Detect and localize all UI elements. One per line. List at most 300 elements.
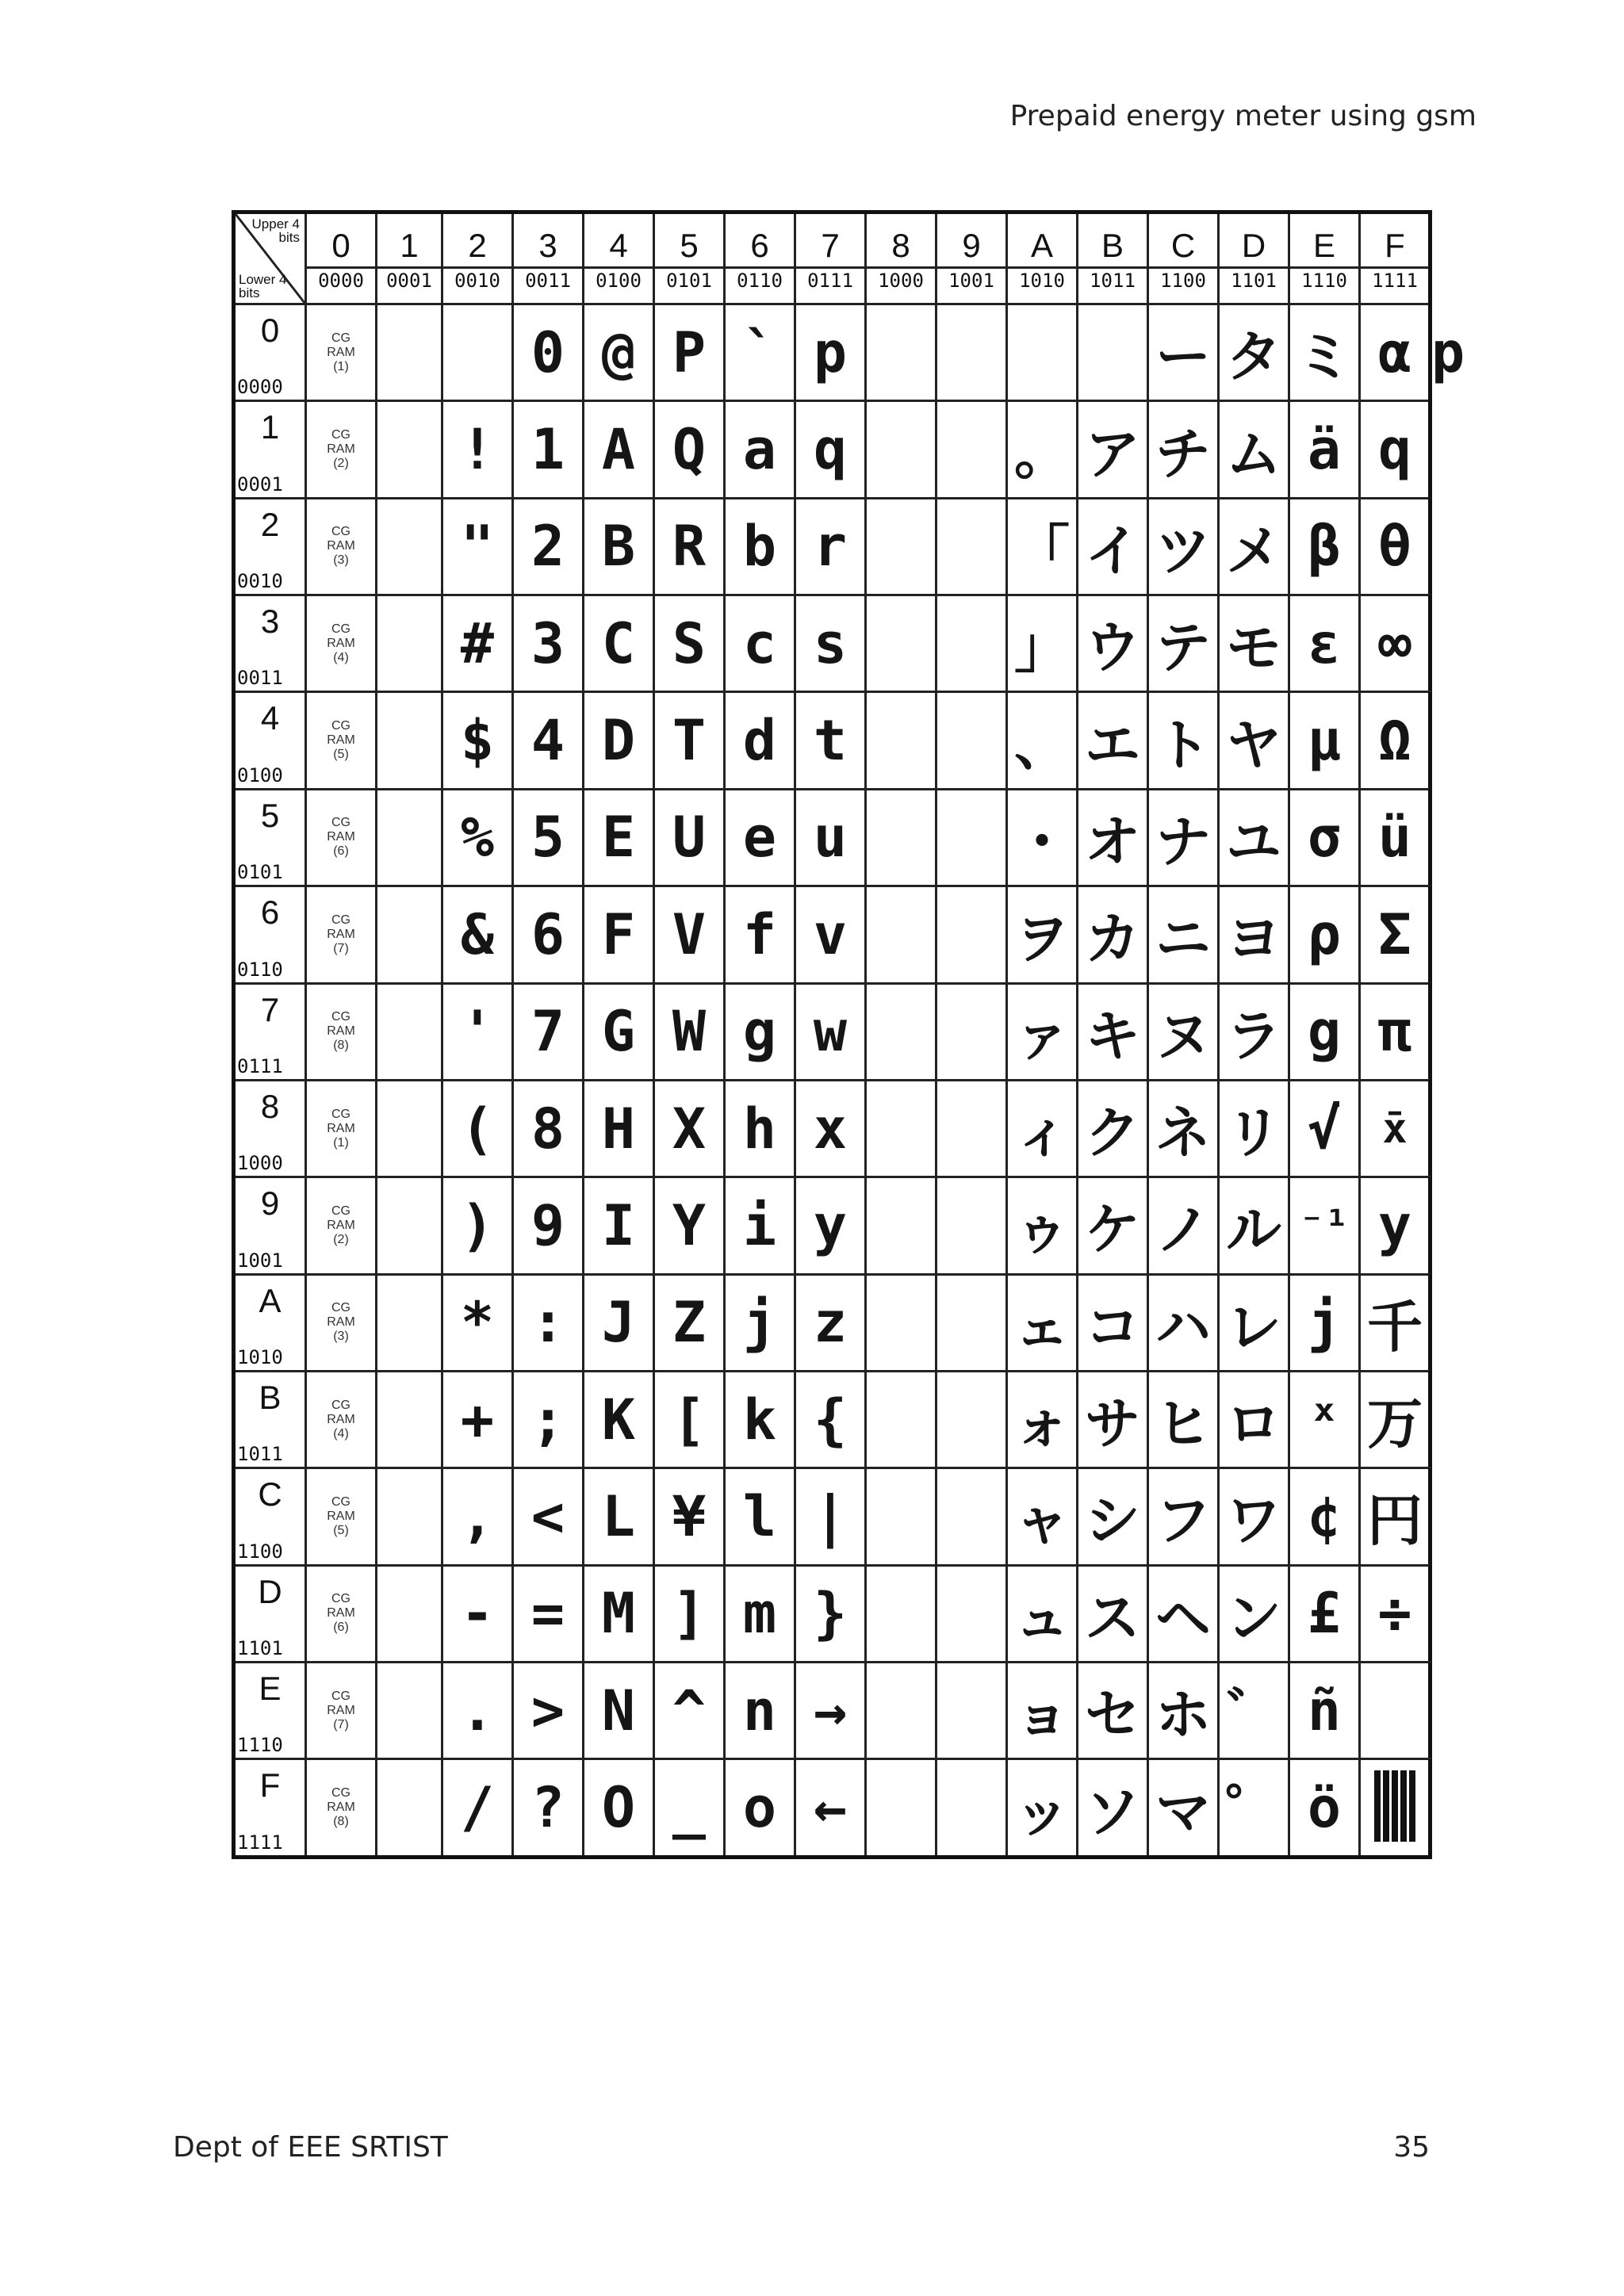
char-cell	[725, 1468, 795, 1565]
char-glyph: e	[742, 805, 777, 871]
char-cell	[442, 1759, 513, 1858]
char-cell	[513, 1371, 584, 1468]
char-cell	[377, 304, 442, 401]
column-bin: 0101	[655, 266, 723, 293]
char-cell	[1360, 1759, 1431, 1858]
char-glyph: ?	[530, 1775, 565, 1841]
char-cell	[936, 1468, 1007, 1565]
char-cell	[1078, 595, 1148, 692]
char-cell	[442, 1565, 513, 1662]
char-cell	[513, 692, 584, 789]
char-glyph: q	[1377, 417, 1412, 483]
char-cell	[1289, 595, 1360, 692]
char-glyph: m	[742, 1581, 777, 1647]
char-cell	[377, 1371, 442, 1468]
char-cell	[584, 1371, 654, 1468]
char-cell	[1360, 789, 1431, 886]
char-cell	[1219, 692, 1289, 789]
column-hex: 7	[821, 226, 840, 264]
char-glyph: ヨ	[1226, 906, 1281, 972]
char-glyph: i	[742, 1192, 777, 1258]
char-glyph: j	[742, 1290, 777, 1356]
char-cell	[725, 1177, 795, 1274]
lower-bits-label: Lower 4 bits	[239, 272, 287, 300]
char-cell	[1078, 1663, 1148, 1759]
char-glyph: α	[1377, 320, 1412, 385]
char-cell	[725, 789, 795, 886]
char-cell	[795, 1663, 866, 1759]
column-header	[1078, 212, 1148, 304]
char-cell	[1078, 1080, 1148, 1177]
char-cell	[1078, 401, 1148, 498]
column-header	[1219, 212, 1289, 304]
char-glyph: y	[1377, 1192, 1412, 1258]
char-cell	[725, 1274, 795, 1371]
char-cell	[725, 1371, 795, 1468]
char-glyph: B	[601, 514, 636, 580]
char-cell	[377, 1177, 442, 1274]
cgram-cell	[306, 1080, 377, 1177]
char-cell	[1078, 692, 1148, 789]
column-hex: A	[1030, 226, 1053, 264]
cgram-cell	[306, 498, 377, 595]
char-glyph: Q	[672, 417, 707, 483]
char-cell	[377, 983, 442, 1080]
cgram-label: CG RAM (2)	[327, 1203, 355, 1246]
column-bin: 1100	[1149, 266, 1217, 293]
char-cell	[725, 401, 795, 498]
char-cell	[936, 789, 1007, 886]
char-glyph: ∞	[1377, 610, 1412, 676]
char-cell	[725, 498, 795, 595]
char-glyph: ö	[1307, 1775, 1342, 1841]
char-glyph: マ	[1155, 1779, 1211, 1845]
cgram-label: CG RAM (6)	[327, 816, 355, 859]
char-cell	[795, 1177, 866, 1274]
char-glyph: テ	[1155, 615, 1211, 681]
column-bin: 0001	[377, 266, 441, 293]
char-glyph: 4	[530, 708, 565, 774]
char-glyph: N	[601, 1678, 636, 1743]
char-cell	[1289, 1371, 1360, 1468]
row-header	[234, 886, 306, 983]
char-glyph: 6	[530, 901, 565, 967]
table-row	[234, 983, 1431, 1080]
char-glyph: ä	[1307, 417, 1342, 483]
char-glyph: z	[813, 1290, 848, 1356]
char-glyph: D	[601, 708, 636, 774]
char-cell	[1360, 1177, 1431, 1274]
char-glyph: =	[530, 1581, 565, 1647]
char-glyph: '	[460, 999, 495, 1065]
char-cell	[795, 1371, 866, 1468]
char-glyph: S	[672, 610, 707, 676]
char-cell	[1007, 1468, 1078, 1565]
char-glyph: f	[742, 901, 777, 967]
page-footer-dept: Dept of EEE SRTIST	[173, 2131, 448, 2164]
char-cell	[654, 1663, 725, 1759]
table-row	[234, 401, 1431, 498]
char-cell	[654, 789, 725, 886]
char-glyph: ン	[1226, 1585, 1281, 1651]
char-cell	[377, 1565, 442, 1662]
column-header	[654, 212, 725, 304]
char-glyph: μ	[1307, 708, 1342, 774]
char-cell	[1007, 1371, 1078, 1468]
char-cell	[1148, 401, 1219, 498]
page-header: Prepaid energy meter using gsm	[1009, 100, 1477, 132]
char-cell	[1219, 1663, 1289, 1759]
char-cell	[795, 1759, 866, 1858]
char-glyph: V	[672, 901, 707, 967]
char-cell	[725, 1663, 795, 1759]
row-bin: 1001	[237, 1249, 283, 1272]
char-glyph: _	[672, 1775, 707, 1841]
char-glyph: K	[601, 1387, 636, 1452]
column-header	[725, 212, 795, 304]
column-hex: 0	[331, 226, 350, 264]
cgram-label: CG RAM (5)	[327, 719, 355, 762]
char-cell	[795, 1274, 866, 1371]
char-glyph: /	[460, 1775, 495, 1841]
char-glyph: ロ	[1226, 1391, 1281, 1457]
char-glyph: リ	[1226, 1100, 1281, 1166]
char-glyph: U	[672, 805, 707, 871]
row-hex: 7	[260, 990, 280, 1028]
char-cell	[442, 1663, 513, 1759]
char-cell	[513, 1080, 584, 1177]
char-cell	[795, 886, 866, 983]
char-cell	[1219, 1274, 1289, 1371]
char-glyph: p	[1431, 320, 1465, 385]
column-header	[866, 212, 936, 304]
char-cell	[1148, 789, 1219, 886]
char-glyph: ク	[1085, 1100, 1140, 1166]
char-cell	[1360, 1274, 1431, 1371]
column-bin: 1111	[1361, 266, 1429, 293]
full-block-glyph	[1374, 1770, 1415, 1842]
char-cell	[584, 1565, 654, 1662]
char-glyph: )	[460, 1192, 495, 1258]
char-cell	[377, 886, 442, 983]
cgram-cell	[306, 1759, 377, 1858]
cgram-cell	[306, 1468, 377, 1565]
char-cell	[866, 1468, 936, 1565]
char-glyph: ァ	[1014, 1003, 1070, 1069]
char-cell	[1007, 789, 1078, 886]
char-glyph: θ	[1377, 514, 1412, 580]
column-hex: 4	[609, 226, 628, 264]
upper-bits-label: Upper 4 bits	[251, 216, 300, 245]
char-cell	[584, 1663, 654, 1759]
char-cell	[1148, 1080, 1219, 1177]
char-glyph: →	[813, 1678, 848, 1743]
row-bin: 0000	[237, 376, 283, 399]
row-bin: 0001	[237, 473, 283, 496]
char-cell	[654, 401, 725, 498]
cgram-label: CG RAM (7)	[327, 1689, 355, 1732]
column-hex: 6	[750, 226, 769, 264]
char-glyph: ]	[672, 1581, 707, 1647]
char-glyph: w	[813, 999, 848, 1065]
char-glyph: 万	[1367, 1391, 1423, 1457]
column-bin: 1110	[1290, 266, 1358, 293]
char-glyph: J	[601, 1290, 636, 1356]
char-cell	[584, 1080, 654, 1177]
row-hex: 8	[260, 1087, 280, 1125]
char-glyph: 3	[530, 610, 565, 676]
column-header	[442, 212, 513, 304]
char-cell	[1007, 1663, 1078, 1759]
char-cell	[866, 1759, 936, 1858]
char-glyph: ,	[460, 1483, 495, 1549]
column-bin: 1101	[1220, 266, 1288, 293]
column-hex: 2	[468, 226, 487, 264]
char-cell	[1078, 983, 1148, 1080]
char-cell	[377, 1274, 442, 1371]
char-cell	[866, 789, 936, 886]
char-cell	[936, 1080, 1007, 1177]
char-cell	[866, 304, 936, 401]
char-cell	[654, 1274, 725, 1371]
row-hex: 4	[260, 699, 280, 737]
char-cell	[513, 498, 584, 595]
char-glyph: y	[813, 1192, 848, 1258]
cgram-cell	[306, 304, 377, 401]
char-cell	[1007, 692, 1078, 789]
char-cell	[377, 1080, 442, 1177]
char-cell	[442, 886, 513, 983]
char-cell	[1219, 1371, 1289, 1468]
char-glyph: g	[742, 999, 777, 1065]
char-cell	[1148, 692, 1219, 789]
row-bin: 1101	[237, 1637, 283, 1660]
char-cell	[513, 1468, 584, 1565]
char-glyph: ヤ	[1226, 712, 1281, 778]
char-cell	[654, 886, 725, 983]
char-cell	[513, 983, 584, 1080]
char-cell	[584, 498, 654, 595]
char-glyph: ・	[1014, 809, 1070, 874]
char-cell	[654, 692, 725, 789]
char-cell	[1360, 1080, 1431, 1177]
char-cell	[584, 1177, 654, 1274]
char-cell	[1219, 1565, 1289, 1662]
char-cell	[513, 1177, 584, 1274]
char-glyph: ェ	[1014, 1294, 1070, 1360]
char-glyph: o	[742, 1775, 777, 1841]
char-cell	[1148, 1468, 1219, 1565]
cgram-label: CG RAM (8)	[327, 1010, 355, 1053]
char-cell	[377, 789, 442, 886]
char-cell	[866, 498, 936, 595]
char-cell	[1148, 1759, 1219, 1858]
char-glyph: ハ	[1155, 1294, 1211, 1360]
row-bin: 0111	[237, 1054, 283, 1077]
column-bin: 0110	[726, 266, 794, 293]
column-header	[1360, 212, 1431, 304]
char-glyph: `	[742, 320, 777, 385]
char-glyph: [	[672, 1387, 707, 1452]
char-cell	[725, 692, 795, 789]
char-glyph: ñ	[1307, 1678, 1342, 1743]
char-cell	[725, 886, 795, 983]
char-cell	[1219, 1177, 1289, 1274]
char-glyph: X	[672, 1096, 707, 1161]
row-header	[234, 692, 306, 789]
char-cell	[1078, 304, 1148, 401]
column-header	[584, 212, 654, 304]
char-glyph: ユ	[1226, 809, 1281, 874]
row-hex: 1	[260, 408, 280, 446]
cgram-label: CG RAM (4)	[327, 622, 355, 664]
char-glyph: ρ	[1307, 901, 1342, 967]
row-header	[234, 595, 306, 692]
char-glyph: $	[460, 708, 495, 774]
table-row	[234, 1468, 1431, 1565]
char-glyph: 8	[530, 1096, 565, 1161]
char-cell	[866, 692, 936, 789]
row-header	[234, 1274, 306, 1371]
char-cell	[725, 304, 795, 401]
char-glyph: 」	[1014, 615, 1070, 681]
cgram-cell	[306, 595, 377, 692]
column-bin: 0111	[796, 266, 864, 293]
table-row	[234, 1759, 1431, 1858]
char-cell	[442, 304, 513, 401]
character-map-table	[232, 210, 1465, 1859]
char-glyph: チ	[1155, 421, 1211, 487]
row-bin: 1011	[237, 1443, 283, 1466]
row-hex: 9	[260, 1184, 280, 1223]
char-glyph: ヒ	[1155, 1391, 1211, 1457]
char-cell	[377, 595, 442, 692]
char-glyph: (	[460, 1096, 495, 1161]
table-row	[234, 1565, 1431, 1662]
char-cell	[1360, 498, 1431, 595]
char-glyph: h	[742, 1096, 777, 1161]
char-glyph: T	[672, 708, 707, 774]
char-glyph: x	[813, 1096, 848, 1161]
column-bin: 0100	[584, 266, 653, 293]
char-glyph: ^	[672, 1678, 707, 1743]
char-cell	[1078, 1274, 1148, 1371]
char-glyph: ¥	[672, 1483, 707, 1549]
char-cell	[584, 304, 654, 401]
cgram-label: CG RAM (1)	[327, 1107, 355, 1150]
char-cell	[1078, 1468, 1148, 1565]
char-glyph: d	[742, 708, 777, 774]
char-glyph: ホ	[1155, 1682, 1211, 1748]
char-glyph: ⁻¹	[1299, 1201, 1350, 1249]
char-cell	[795, 1468, 866, 1565]
char-cell	[1219, 789, 1289, 886]
char-glyph: Ω	[1377, 708, 1412, 774]
char-glyph: .	[460, 1678, 495, 1743]
char-glyph: 5	[530, 805, 565, 871]
char-glyph: ア	[1085, 421, 1140, 487]
char-cell	[654, 983, 725, 1080]
char-glyph: メ	[1226, 518, 1281, 584]
char-cell	[725, 1565, 795, 1662]
char-cell	[442, 1080, 513, 1177]
char-cell	[1078, 1177, 1148, 1274]
char-cell	[584, 983, 654, 1080]
column-hex: 8	[891, 226, 910, 264]
char-glyph: ィ	[1014, 1100, 1070, 1166]
char-glyph: ナ	[1155, 809, 1211, 874]
column-header	[1289, 212, 1360, 304]
column-header	[795, 212, 866, 304]
char-cell	[1007, 498, 1078, 595]
char-cell	[584, 1274, 654, 1371]
column-hex: E	[1312, 226, 1335, 264]
table-row	[234, 1371, 1431, 1468]
char-cell	[1219, 401, 1289, 498]
char-cell	[936, 498, 1007, 595]
char-cell	[1148, 983, 1219, 1080]
char-glyph: シ	[1085, 1488, 1140, 1554]
char-cell	[584, 1468, 654, 1565]
column-hex: 9	[962, 226, 981, 264]
row-header	[234, 983, 306, 1080]
char-glyph: O	[601, 1775, 636, 1841]
table-row	[234, 1274, 1431, 1371]
char-cell	[442, 692, 513, 789]
char-glyph: ツ	[1155, 518, 1211, 584]
char-cell	[1289, 1663, 1360, 1759]
char-cell	[866, 1371, 936, 1468]
char-cell	[1007, 1177, 1078, 1274]
table-row	[234, 595, 1431, 692]
char-glyph: P	[672, 320, 707, 385]
char-glyph: &	[460, 901, 495, 967]
char-cell	[725, 595, 795, 692]
row-header	[234, 1177, 306, 1274]
char-glyph: 9	[530, 1192, 565, 1258]
char-cell	[1219, 498, 1289, 595]
char-glyph: -	[460, 1581, 495, 1647]
char-cell	[513, 595, 584, 692]
char-cell	[725, 983, 795, 1080]
char-glyph: A	[601, 417, 636, 483]
char-cell	[377, 498, 442, 595]
row-bin: 1010	[237, 1345, 283, 1368]
char-glyph: ム	[1226, 421, 1281, 487]
char-cell	[584, 789, 654, 886]
char-glyph: 0	[530, 320, 565, 385]
char-cell	[654, 1759, 725, 1858]
char-glyph: a	[742, 417, 777, 483]
column-header	[377, 212, 442, 304]
row-bin: 0011	[237, 667, 283, 690]
char-glyph: n	[742, 1678, 777, 1743]
char-cell	[1078, 886, 1148, 983]
char-cell	[1360, 1663, 1431, 1759]
char-cell	[936, 1759, 1007, 1858]
char-cell	[442, 983, 513, 1080]
char-glyph: レ	[1226, 1294, 1281, 1360]
char-glyph: ←	[813, 1775, 848, 1841]
char-cell	[513, 789, 584, 886]
char-glyph: £	[1307, 1581, 1342, 1647]
char-glyph: b	[742, 514, 777, 580]
char-glyph: C	[601, 610, 636, 676]
char-cell	[795, 789, 866, 886]
char-cell	[513, 1759, 584, 1858]
char-cell	[1289, 983, 1360, 1080]
column-bin: 1001	[937, 266, 1005, 293]
